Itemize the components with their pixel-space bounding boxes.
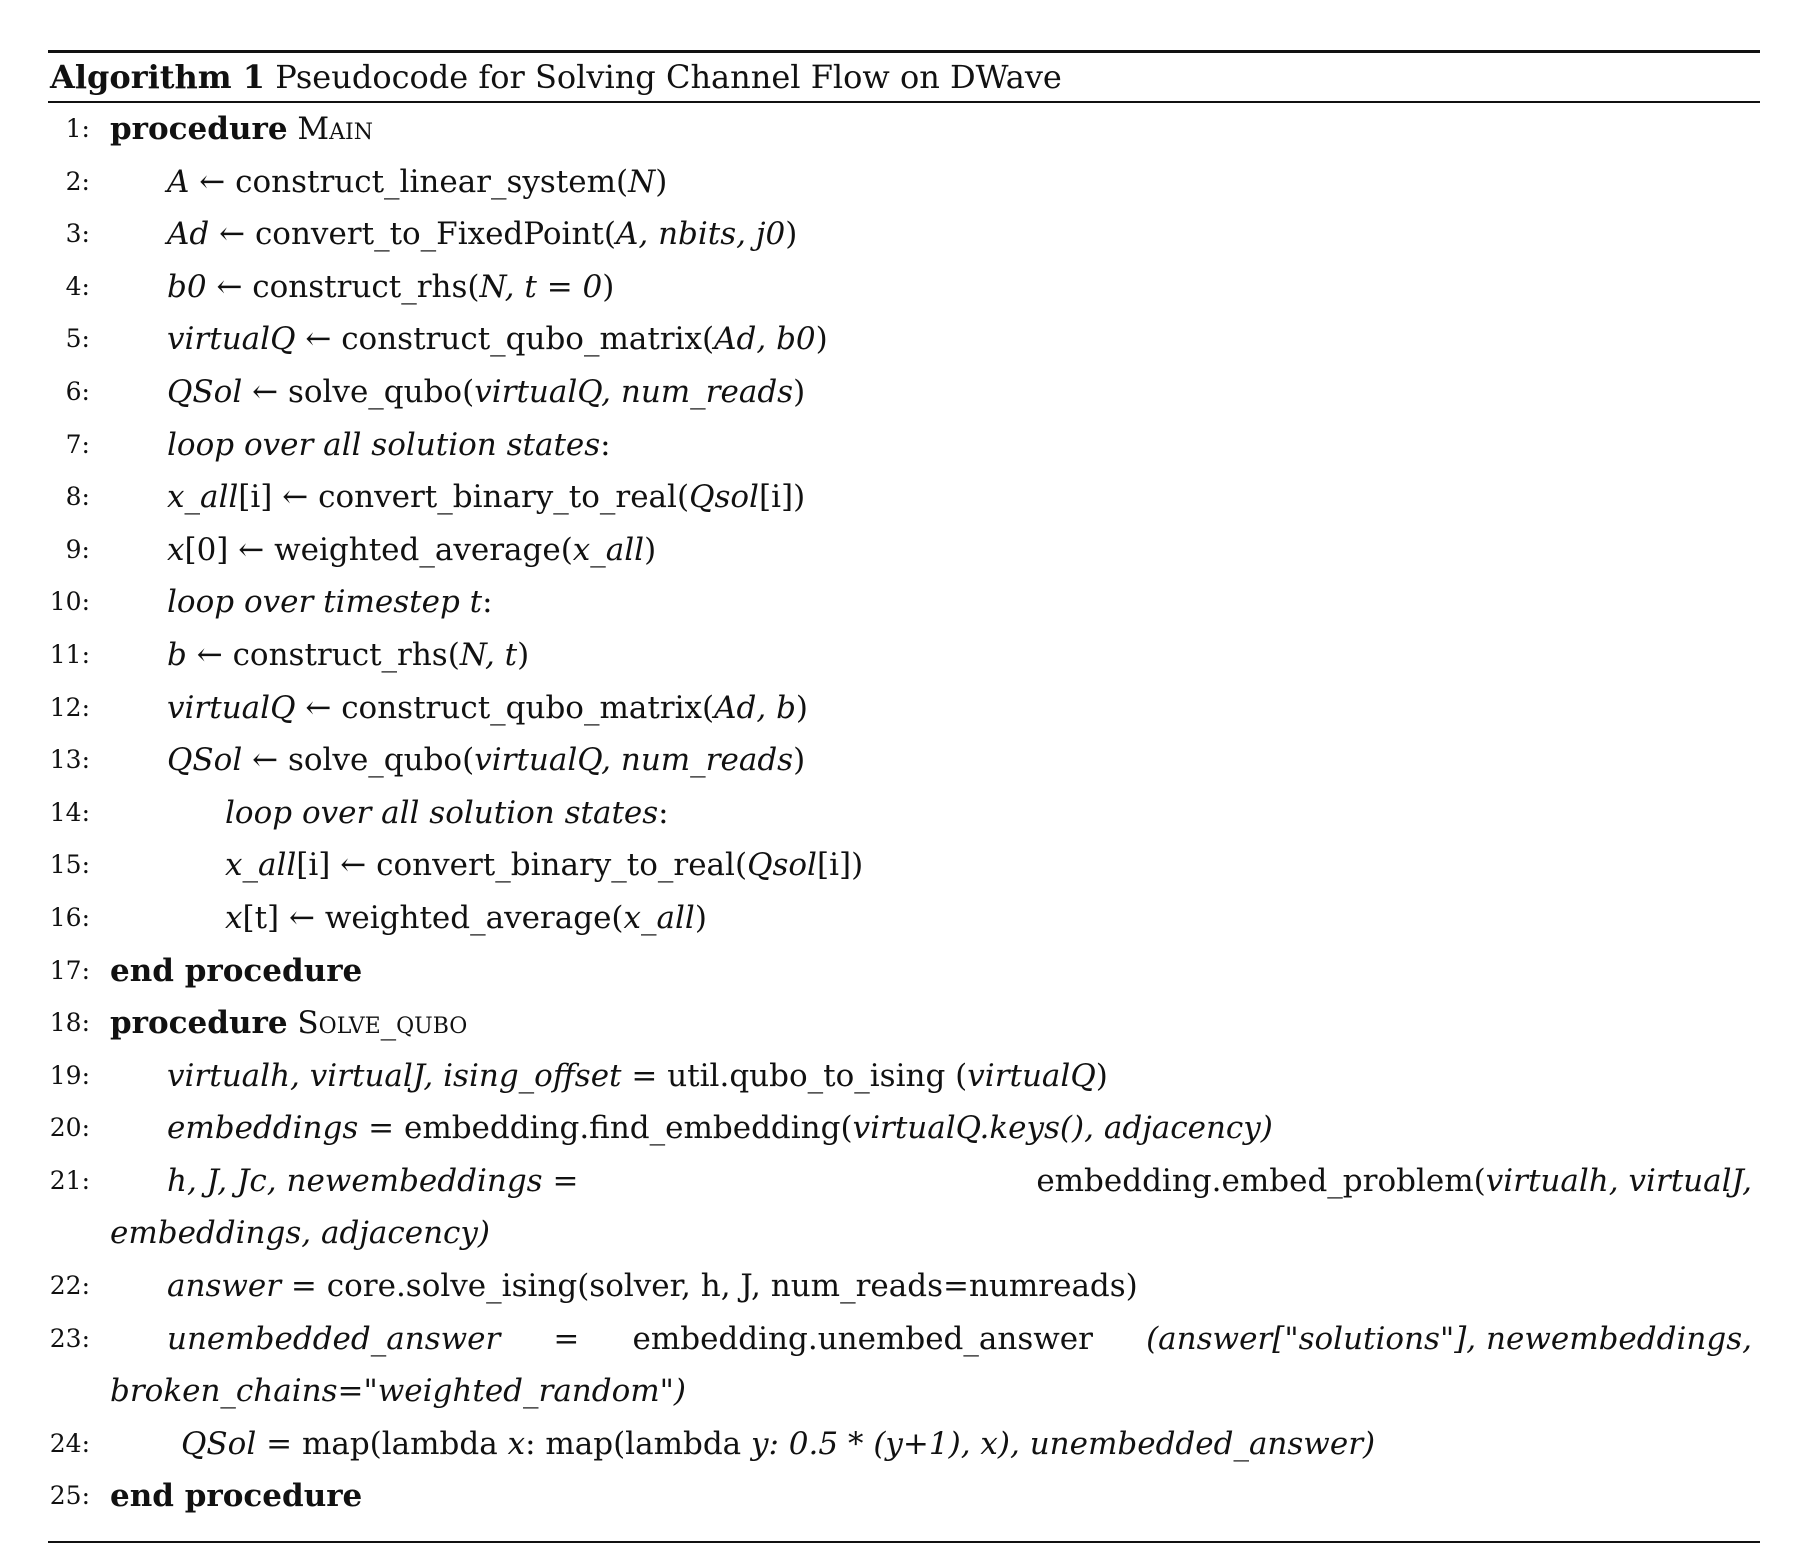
caption-title: Pseudocode for Solving Channel Flow on DWave: [275, 58, 1062, 96]
close-paren: ): [644, 531, 657, 568]
assign-arrow: ←: [305, 689, 332, 726]
code-line-3: [48, 208, 1760, 261]
line-number: 3:: [65, 219, 90, 249]
arguments: y: 0.5 * (y+1), x), unembedded_answer): [751, 1425, 1376, 1462]
arguments: virtualh, virtualJ,: [1485, 1162, 1752, 1199]
assign-arrow: ←: [305, 321, 332, 358]
assign-arrow: ←: [216, 268, 243, 305]
function-call: embedding.find_embedding(: [403, 1110, 853, 1147]
code-line-2: [48, 156, 1760, 209]
line-number: 7:: [65, 429, 90, 459]
line-number: 14:: [49, 797, 90, 827]
function-call: convert_binary_to_real(: [376, 847, 748, 884]
arguments: Ad, b: [714, 689, 796, 726]
line-number: 23:: [49, 1323, 90, 1353]
assign-target: Ad: [167, 216, 210, 253]
close-paren: ): [795, 689, 809, 726]
keyword: procedure: [110, 111, 288, 147]
code-line-18: [48, 997, 1760, 1050]
assign-target: QSol: [181, 1425, 257, 1462]
assign-arrow: ←: [219, 216, 246, 253]
lambda-var: x: [507, 1425, 526, 1462]
arguments: virtualQ: [967, 1057, 1096, 1094]
function-call: construct_qubo_matrix(: [341, 321, 715, 358]
function-call: solve_qubo(: [287, 742, 475, 779]
arguments: N: [628, 163, 656, 200]
assign-target: x: [167, 531, 185, 568]
loop-comment: loop over timestep t: [167, 584, 483, 621]
function-call: convert_to_FixedPoint(: [254, 216, 616, 253]
index: [0]: [184, 531, 229, 568]
bottom-rule: [48, 1541, 1760, 1543]
arguments: x_all: [623, 899, 695, 936]
line-number: 4:: [65, 271, 90, 301]
assign-target: virtualQ: [167, 689, 296, 726]
close-paren: ): [793, 742, 806, 779]
code-line-17: [48, 945, 1760, 998]
assign-target: b0: [167, 268, 207, 305]
line-number: 25:: [49, 1481, 90, 1511]
keyword: procedure: [110, 1005, 288, 1042]
code-line-11: [48, 629, 1760, 682]
line-number: 13:: [49, 745, 90, 775]
code-line-25: [48, 1470, 1760, 1523]
close-paren: ): [517, 636, 530, 673]
equals: =: [553, 1320, 580, 1357]
arguments: virtualQ.keys(), adjacency): [852, 1110, 1273, 1147]
equals: =: [266, 1425, 293, 1462]
index: [i]: [238, 479, 273, 516]
function-call: construct_linear_system(: [235, 163, 629, 200]
keyword: end procedure: [110, 952, 363, 989]
line-number: 18:: [49, 1008, 90, 1038]
assign-target: QSol: [167, 742, 243, 779]
equals: =: [631, 1057, 658, 1094]
colon: :: [482, 584, 493, 621]
arguments: virtualQ, num_reads: [474, 742, 794, 779]
assign-target: answer: [167, 1268, 282, 1305]
arguments: N, t = 0: [479, 268, 603, 305]
close-paren: ): [785, 216, 798, 253]
arguments: N, t: [459, 636, 518, 673]
index-tail: [i]): [816, 847, 864, 884]
code-line-6: [48, 366, 1760, 419]
function-call: weighted_average(: [324, 899, 624, 936]
arguments: Ad, b0: [714, 321, 816, 358]
arguments: (answer["solutions"], newembeddings,: [1146, 1320, 1752, 1357]
code-line-14: [48, 787, 1760, 840]
function-call: map(lambda: [301, 1425, 508, 1462]
code-line-23: [48, 1313, 1760, 1418]
assign-target: unembedded_answer: [167, 1320, 501, 1357]
code-line-9: [48, 524, 1760, 577]
arguments: Qsol: [747, 847, 817, 884]
close-paren: ): [815, 321, 828, 358]
line-number: 11:: [49, 639, 90, 669]
code-line-7: [48, 419, 1760, 472]
close-paren: ): [793, 373, 806, 410]
keyword: end procedure: [110, 1478, 363, 1515]
function-call: util.qubo_to_ising (: [667, 1057, 968, 1094]
assign-arrow: ←: [252, 373, 279, 410]
assign-target: embeddings: [167, 1110, 359, 1147]
close-paren: ): [655, 163, 668, 200]
arguments: x_all: [572, 531, 645, 568]
arguments: Qsol: [689, 479, 759, 516]
function-call: convert_binary_to_real(: [318, 479, 690, 516]
algorithm-caption: [48, 53, 1760, 101]
loop-comment: loop over all solution states: [225, 794, 659, 831]
code-line-19: [48, 1050, 1760, 1103]
function-call: solve_qubo(: [287, 373, 475, 410]
colon: :: [658, 794, 669, 831]
close-paren: ): [694, 899, 707, 936]
line-number: 22:: [49, 1271, 90, 1301]
close-paren: ): [1095, 1057, 1108, 1094]
continuation: embeddings, adjacency): [110, 1215, 491, 1252]
assign-target: h, J, Jc, newembeddings: [167, 1162, 543, 1199]
function-call: construct_rhs(: [232, 636, 460, 673]
close-paren: ): [602, 268, 615, 305]
code-line-21: [48, 1155, 1760, 1260]
assign-target: x_all: [225, 847, 297, 884]
code-line-16: [48, 892, 1760, 945]
assign-target: A: [167, 163, 190, 200]
assign-target: b: [167, 636, 187, 673]
line-number: 20:: [49, 1113, 90, 1143]
function-call-inner: : map(lambda: [525, 1425, 751, 1462]
assign-arrow: ←: [196, 636, 223, 673]
code-line-1: [48, 103, 1760, 156]
line-number: 15:: [49, 850, 90, 880]
equals: =: [290, 1268, 317, 1305]
line-number: 21:: [49, 1165, 90, 1195]
line-number: 17:: [49, 955, 90, 985]
arguments: A, nbits, j0: [615, 216, 786, 253]
code-line-24: [48, 1418, 1760, 1471]
function-call: core.solve_ising(solver, h, J, num_reads=numreads): [326, 1268, 1138, 1305]
caption-label: Algorithm 1: [50, 58, 266, 96]
assign-target: x_all: [167, 479, 239, 516]
code-line-22: [48, 1260, 1760, 1313]
equals: =: [368, 1110, 395, 1147]
code-line-4: [48, 261, 1760, 314]
line-number: 10:: [49, 587, 90, 617]
loop-comment: loop over all solution states: [167, 426, 601, 463]
colon: :: [600, 426, 611, 463]
line-number: 9:: [65, 534, 90, 564]
function-call: embedding.embed_problem(: [1036, 1162, 1486, 1199]
function-call: weighted_average(: [274, 531, 573, 568]
algorithm-block: [48, 50, 1760, 1543]
assign-target: QSol: [167, 373, 243, 410]
function-call: embedding.unembed_answer: [632, 1320, 1093, 1357]
assign-arrow: ←: [282, 479, 309, 516]
code-line-8: [48, 471, 1760, 524]
line-number: 16:: [49, 902, 90, 932]
continuation: broken_chains="weighted_random"): [110, 1373, 687, 1410]
assign-arrow: ←: [252, 742, 279, 779]
code-line-20: [48, 1102, 1760, 1155]
code-line-13: [48, 734, 1760, 787]
assign-arrow: ←: [340, 847, 367, 884]
assign-arrow: ←: [289, 899, 315, 936]
index: [i]: [296, 847, 331, 884]
line-number: 12:: [49, 692, 90, 722]
function-call: construct_qubo_matrix(: [341, 689, 715, 726]
line-number: 8:: [65, 482, 90, 512]
assign-target: virtualh, virtualJ, ising_offset: [167, 1057, 622, 1094]
code-line-15: [48, 839, 1760, 892]
index: [t]: [242, 899, 280, 936]
index-tail: [i]): [758, 479, 806, 516]
assign-target: x: [225, 899, 243, 936]
assign-arrow: ←: [238, 531, 265, 568]
assign-target: virtualQ: [167, 321, 296, 358]
line-number: 5:: [65, 324, 90, 354]
code-line-10: [48, 576, 1760, 629]
line-number: 2:: [65, 166, 90, 196]
procedure-name: Main: [297, 111, 373, 147]
line-number: 1:: [65, 114, 90, 143]
assign-arrow: ←: [199, 163, 226, 200]
equals: =: [552, 1162, 579, 1199]
procedure-name: Solve_qubo: [297, 1005, 468, 1042]
code-line-12: [48, 682, 1760, 735]
arguments: virtualQ, num_reads: [474, 373, 794, 410]
code-line-5: [48, 313, 1760, 366]
line-number: 24:: [49, 1428, 90, 1458]
line-number: 6:: [65, 376, 90, 406]
line-number: 19:: [49, 1060, 90, 1090]
function-call: construct_rhs(: [252, 268, 480, 305]
